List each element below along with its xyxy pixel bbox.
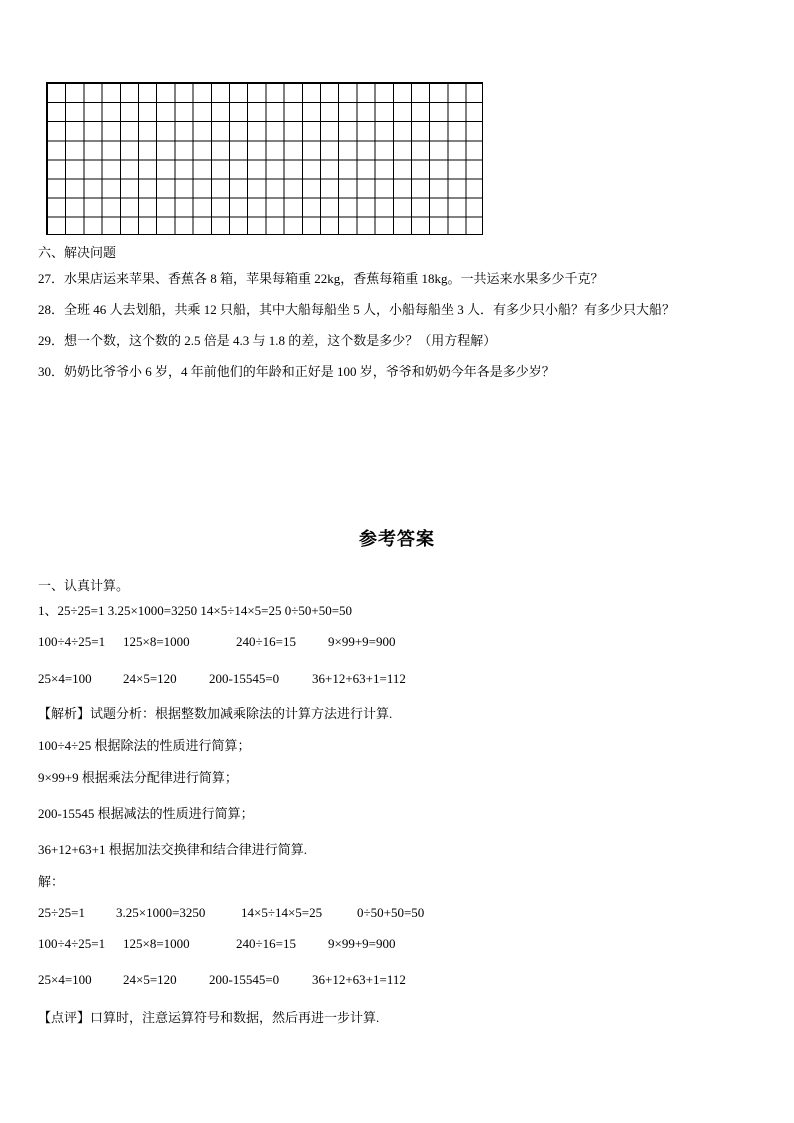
question-30: 30．奶奶比爷爷小 6 岁，4 年前他们的年龄和正好是 100 岁，爷爷和奶奶今年各是多少岁？: [38, 364, 555, 379]
answer-cell: 25×4=100: [38, 671, 92, 686]
answers-title: 参考答案: [359, 529, 435, 549]
answer-row-3: [38, 671, 406, 687]
solution-cell: 25×4=100: [38, 972, 92, 987]
solution-cell: 36+12+63+1=112: [312, 972, 406, 987]
comment-text: 口算时，注意运算符号和数据，然后再进一步计算.: [90, 1010, 380, 1025]
solution-cell: 240÷16=15: [236, 936, 296, 951]
comment-paragraph: [38, 1010, 379, 1026]
section-heading-problem-solving: 六、解决问题: [38, 245, 117, 260]
analysis-note-2: 9×99+9 根据乘法分配律进行简算；: [38, 770, 238, 785]
solution-cell: 100÷4÷25=1: [38, 936, 106, 951]
answer-cell: 200-15545=0: [209, 671, 280, 686]
analysis-text: 试题分析：根据整数加减乘除法的计算方法进行计算.: [90, 706, 393, 721]
solution-cell: 14×5÷14×5=25: [241, 905, 323, 920]
solution-row-1: [38, 905, 424, 921]
solution-cell: 200-15545=0: [209, 972, 280, 987]
solution-cell: 3.25×1000=3250: [116, 905, 206, 920]
solution-row-3: [38, 972, 406, 988]
writing-grid: [46, 82, 483, 235]
answers-part1-heading: 一、认真计算。: [38, 578, 130, 593]
answer-cell: 24×5=120: [123, 671, 177, 686]
solution-cell: 25÷25=1: [38, 905, 85, 920]
answer-cell: 240÷16=15: [236, 634, 296, 649]
answer-cell: 125×8=1000: [123, 634, 190, 649]
answer-row-2: [38, 634, 396, 650]
solution-label: 解：: [38, 874, 65, 889]
answer-cell: 9×99+9=900: [328, 634, 396, 649]
solution-cell: 0÷50+50=50: [357, 905, 425, 920]
answer-line-1: 1、25÷25=1 3.25×1000=3250 14×5÷14×5=25 0÷50+50=50: [38, 603, 353, 618]
analysis-label: 【解析】: [38, 706, 91, 721]
question-27: 27．水果店运来苹果、香蕉各 8 箱，苹果每箱重 22kg，香蕉每箱重 18kg。一共运来水果多少千克？: [38, 271, 604, 286]
question-28: 28．全班 46 人去划船，共乘 12 只船，其中大船每船坐 5 人，小船每船坐 3 人．有多少只小船？有多少只大船？: [38, 302, 676, 317]
solution-cell: 9×99+9=900: [328, 936, 396, 951]
answer-cell: 36+12+63+1=112: [312, 671, 406, 686]
analysis-note-1: 100÷4÷25 根据除法的性质进行简算；: [38, 738, 251, 753]
analysis-paragraph: [38, 706, 392, 722]
comment-label: 【点评】: [38, 1010, 91, 1025]
analysis-note-3: 200-15545 根据减法的性质进行简算；: [38, 806, 254, 821]
analysis-note-4: 36+12+63+1 根据加法交换律和结合律进行简算.: [38, 842, 307, 857]
solution-cell: 125×8=1000: [123, 936, 190, 951]
answer-cell: 100÷4÷25=1: [38, 634, 106, 649]
question-29: 29．想一个数，这个数的 2.5 倍是 4.3 与 1.8 的差，这个数是多少？（用方程解）: [38, 333, 497, 348]
solution-row-2: [38, 936, 396, 952]
solution-cell: 24×5=120: [123, 972, 177, 987]
